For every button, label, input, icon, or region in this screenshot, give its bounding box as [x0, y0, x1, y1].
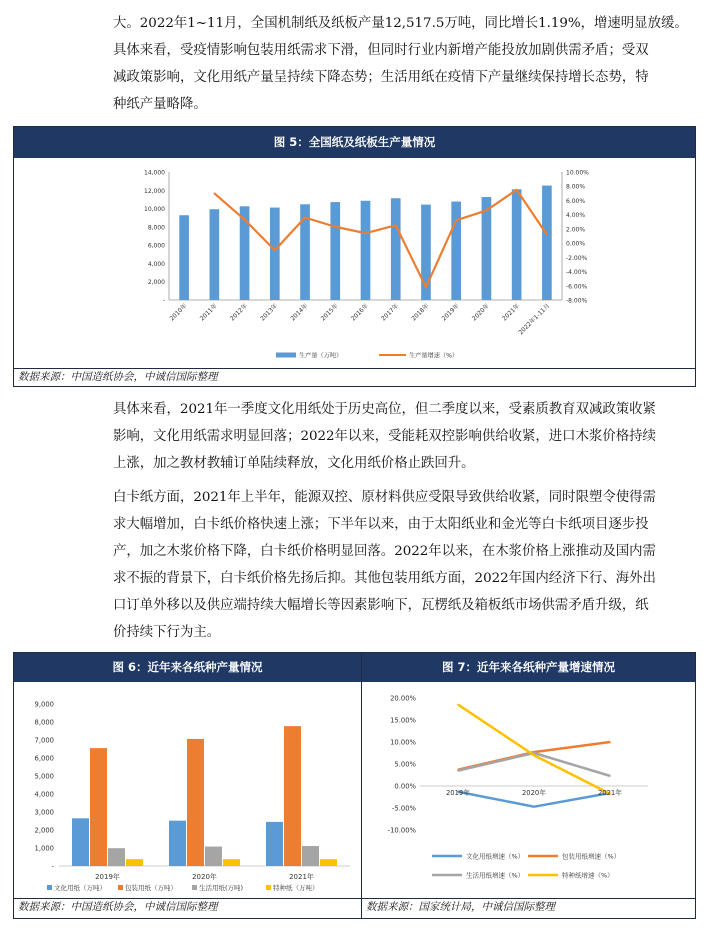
paragraph-line: 减政策影响，文化用纸产量呈持续下降态势；生活用纸在疫情下产量继续保持增长态势，特 [113, 70, 649, 85]
y-tick-label: 6,000 [34, 754, 54, 763]
chart-paper-types [14, 685, 360, 895]
chart-production [14, 160, 694, 370]
x-tick-label: 2020年 [521, 789, 547, 797]
x-tick-label: 2016年 [349, 302, 370, 323]
paragraph-line: 具体来看，2021年一季度文化用纸处于历史高位，但二季度以来，受素质教育双减政策收紧 [113, 402, 656, 417]
bar-production [270, 208, 280, 300]
legend-swatch [192, 885, 197, 890]
chart-growth-rates [362, 685, 694, 895]
legend-swatch [47, 885, 52, 890]
y-tick-label: 1,000 [34, 844, 54, 853]
point-growth [365, 232, 367, 234]
point-series-3 [533, 754, 535, 756]
x-tick-label: 2021年 [597, 789, 623, 797]
line-growth [214, 190, 547, 287]
bar-production [512, 189, 522, 300]
y-tick-label-left: 12,000 [144, 187, 165, 195]
x-tick-label: 2021年 [289, 873, 314, 881]
legend-label: 包装用纸增速（%） [562, 852, 621, 861]
legend-label-growth: 生产量增速（%） [409, 352, 459, 360]
bar-production [330, 202, 340, 300]
bar-1 [284, 726, 301, 866]
y-tick-label-right: 4.00% [566, 212, 586, 220]
y-tick-label-right: -2.00% [566, 254, 588, 262]
paragraph-3 [113, 484, 695, 646]
y-tick-label-left: - [162, 297, 165, 305]
point-growth [546, 234, 548, 236]
legend-label-production: 生产量（万吨） [299, 352, 343, 360]
y-tick-label: - [51, 862, 54, 871]
y-tick-label: 20.00% [390, 694, 416, 703]
y-tick-label-right: -8.00% [566, 297, 588, 305]
point-series-0 [533, 806, 535, 808]
line-series-3 [458, 705, 610, 794]
paragraph-line: 价持续下行为主。 [113, 625, 221, 640]
figure-source: 数据来源：中国造纸协会，中诚信国际整理 [18, 371, 218, 383]
point-growth [516, 189, 518, 191]
y-tick-label-left: 6,000 [147, 242, 165, 250]
point-growth [244, 219, 246, 221]
paragraph-line: 大。2022年1~11月，全国机制纸及纸板产量12,517.5万吨，同比增长1.19%，增速明显放缓。 [113, 16, 688, 31]
point-series-1 [609, 741, 611, 743]
figure-6 [13, 652, 362, 919]
paragraph-line: 种纸产量略降。 [113, 97, 207, 112]
y-tick-label: 10.00% [390, 738, 416, 747]
paragraph-line: 具体来看，受疫情影响包装用纸需求下滑，但同时行业内新增产能投放加剧供需矛盾；受双 [113, 43, 649, 58]
x-tick-label: 2017年 [380, 302, 401, 323]
bar-production [542, 186, 552, 300]
x-tick-label: 2020年 [192, 873, 217, 881]
bar-0 [169, 821, 186, 866]
y-tick-label: 2,000 [34, 826, 54, 835]
figure-7 [361, 652, 696, 919]
point-growth [455, 220, 457, 222]
paragraph-line: 上涨，加之教材教辅订单陆续释放，文化用纸价格止跌回升。 [113, 456, 475, 471]
point-growth [214, 193, 216, 195]
y-tick-label-right: 6.00% [566, 197, 586, 205]
legend-label: 包装用纸（万吨） [125, 884, 177, 892]
figure-title: 图 6：近年来各纸种产量情况 [14, 653, 361, 682]
bar-0 [72, 818, 89, 866]
figure-source: 数据来源：国家统计局，中诚信国际整理 [366, 901, 555, 913]
figure-source: 数据来源：中国造纸协会，中诚信国际整理 [18, 901, 218, 913]
point-growth [486, 210, 488, 212]
paragraph-line: 求大幅增加，白卡纸价格快速上涨；下半年以来，由于太阳纸业和金光等白卡纸项目逐步投 [113, 517, 649, 532]
legend-swatch-production [276, 353, 296, 358]
x-tick-label: 2019年 [440, 302, 461, 323]
y-tick-label-right: -4.00% [566, 269, 588, 277]
x-tick-label: 2013年 [259, 302, 280, 323]
point-growth [304, 217, 306, 219]
x-tick-label: 2019年 [445, 789, 471, 797]
y-tick-label: 9,000 [34, 700, 54, 709]
point-growth [425, 286, 427, 288]
paragraph-line: 白卡纸方面，2021年上半年，能源双控、原材料供应受限导致供给收紧，同时限塑令使得需 [113, 490, 656, 505]
point-growth [395, 225, 397, 227]
bar-1 [187, 739, 204, 866]
y-tick-label: 7,000 [34, 736, 54, 745]
x-tick-label: 2020年 [470, 302, 491, 323]
y-tick-label-left: 14,000 [144, 169, 165, 177]
bar-3 [223, 859, 240, 866]
bar-2 [302, 846, 319, 866]
point-growth [334, 226, 336, 228]
y-tick-label: 4,000 [34, 790, 54, 799]
x-tick-label: 2014年 [289, 302, 310, 323]
bar-2 [108, 848, 125, 866]
legend-label: 文化用纸（万吨） [54, 884, 106, 892]
y-tick-label-right: 10.00% [566, 169, 589, 177]
x-tick-label: 2018年 [410, 302, 431, 323]
legend-label: 生活用纸(万吨) [199, 884, 244, 892]
paragraph-1 [113, 10, 695, 118]
bar-production [451, 202, 461, 300]
bar-production [391, 198, 401, 300]
legend-label: 特种纸（万吨） [273, 884, 319, 892]
x-tick-label: 2022年1-11月 [517, 302, 552, 337]
legend-label: 特种纸增速（%） [562, 871, 614, 880]
figure-title: 图 7：近年来各纸种产量增速情况 [362, 653, 695, 682]
y-tick-label-right: -6.00% [566, 283, 588, 291]
y-tick-label: 5.00% [394, 760, 416, 769]
y-tick-label: -10.00% [387, 826, 416, 835]
paragraph-line: 影响，文化用纸需求明显回落；2022年以来，受能耗双控影响供给收紧，进口木浆价格持续 [113, 429, 656, 444]
point-series-2 [609, 775, 611, 777]
point-series-2 [457, 770, 459, 772]
x-tick-label: 2021年 [501, 302, 522, 323]
x-tick-label: 2012年 [228, 302, 249, 323]
figure-title: 图 5：全国纸及纸板生产量情况 [14, 127, 695, 158]
bar-production [210, 209, 220, 300]
bar-3 [126, 859, 143, 866]
legend-label: 文化用纸增速（%） [466, 852, 525, 861]
y-tick-label-right: 0.00% [566, 240, 586, 248]
y-tick-label-right: 8.00% [566, 183, 586, 191]
point-series-3 [457, 704, 459, 706]
bar-3 [320, 859, 337, 866]
x-tick-label: 2019年 [95, 873, 120, 881]
point-growth [274, 249, 276, 251]
y-tick-label: 0.00% [394, 782, 416, 791]
paragraph-2 [113, 396, 695, 477]
bar-0 [266, 822, 283, 866]
bar-1 [90, 748, 107, 866]
legend-swatch [266, 885, 271, 890]
y-tick-label-left: 4,000 [147, 260, 165, 268]
y-tick-label-left: 10,000 [144, 206, 165, 214]
y-tick-label-left: 2,000 [147, 279, 165, 287]
bar-production [179, 215, 189, 300]
legend-swatch [118, 885, 123, 890]
y-tick-label: 5,000 [34, 772, 54, 781]
x-tick-label: 2015年 [319, 302, 340, 323]
y-tick-label: -5.00% [391, 804, 416, 813]
legend-label: 生活用纸增速（%） [466, 871, 525, 880]
x-tick-label: 2010年 [168, 302, 189, 323]
bar-2 [205, 847, 222, 866]
y-tick-label-right: 2.00% [566, 226, 586, 234]
paragraph-line: 产，加之木浆价格下降，白卡纸价格明显回落。2022年以来，在木浆价格上涨推动及国内需 [113, 544, 656, 559]
y-tick-label: 8,000 [34, 718, 54, 727]
x-tick-label: 2011年 [198, 302, 219, 323]
paragraph-line: 求不振的背景下，白卡纸价格先扬后抑。其他包装用纸方面，2022年国内经济下行、海外出 [113, 571, 656, 586]
y-tick-label: 3,000 [34, 808, 54, 817]
y-tick-label-left: 8,000 [147, 224, 165, 232]
figure-5 [13, 126, 696, 387]
paragraph-line: 口订单外移以及供应端持续大幅增长等因素影响下，瓦楞纸及箱板纸市场供需矛盾升级，纸 [113, 598, 649, 613]
y-tick-label: 15.00% [390, 716, 416, 725]
bar-production [361, 201, 371, 300]
